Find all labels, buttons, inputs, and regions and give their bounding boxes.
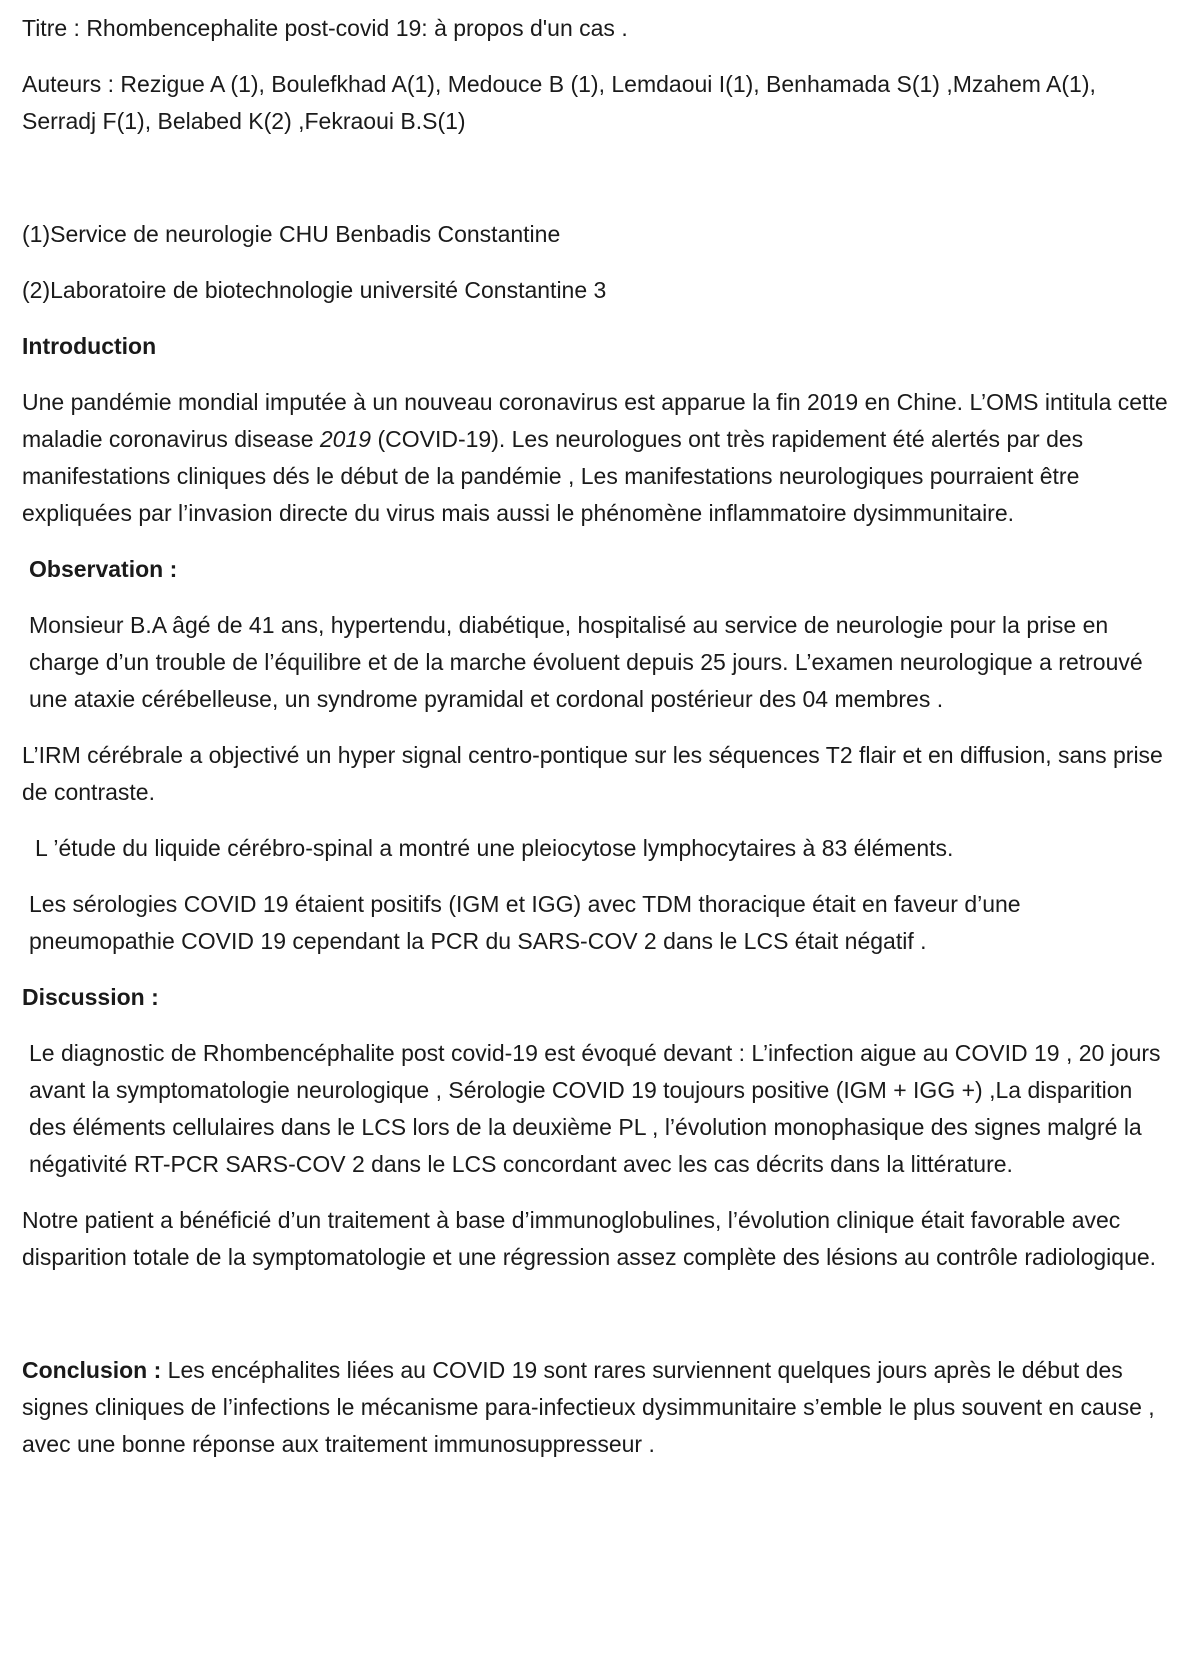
authors-line: Auteurs : Rezigue A (1), Boulefkhad A(1), Medouce B (1), Lemdaoui I(1), Benhamada S(1) ,Mzahem A(1), Serradj F(1), Belabed K(2) ,Fekraoui B.S(1)	[22, 71, 1096, 134]
conclusion-heading: Conclusion :	[22, 1357, 162, 1383]
observation-paragraph-1: Monsieur B.A âgé de 41 ans, hypertendu, diabétique, hospitalisé au service de neurologie pour la prise en charge d’un trouble de l’équilibre et de la marche évoluent depuis 25 jours. L’examen neurologique a retrouvé une ataxie cérébelleuse, un syndrome pyramidal et cordonal postérieur des 04 membres .	[29, 612, 1143, 712]
observation-paragraph-2: L’IRM cérébrale a objectivé un hyper signal centro-pontique sur les séquences T2 flair et en diffusion, sans prise de contraste.	[22, 742, 1163, 805]
introduction-italic-year: 2019	[319, 426, 372, 452]
observation-paragraph-4: Les sérologies COVID 19 étaient positifs (IGM et IGG) avec TDM thoracique était en faveur d’une pneumopathie COVID 19 cependant la PCR du SARS-COV 2 dans le LCS était négatif .	[29, 891, 1021, 954]
observation-paragraph-3: L ’étude du liquide cérébro-spinal a montré une pleiocytose lymphocytaires à 83 éléments.	[35, 835, 954, 861]
affiliation-1: (1)Service de neurologie CHU Benbadis Constantine	[22, 221, 561, 247]
discussion-paragraph-1: Le diagnostic de Rhombencéphalite post covid-19 est évoqué devant : L’infection aigue au COVID 19 , 20 jours avant la symptomatologie neurologique , Sérologie COVID 19 toujours positive (IGM + IGG +) ,La disparition des éléments cellulaires dans le LCS lors de la deuxième PL , l’évolution monophasique des signes malgré la négativité RT-PCR SARS-COV 2 dans le LCS concordant avec les cas décrits dans la littérature.	[29, 1040, 1161, 1177]
conclusion-paragraph	[22, 1352, 1172, 1463]
introduction-text-end: (COVID-19). Les neurologues ont très rapidement été alertés par des manifestations cliniques dés le début de la pandémie , Les manifestations neurologiques pourraient être expliquées par l’invasion directe du virus mais aussi le phénomène inflammatoire dysimmunitaire.	[22, 426, 1084, 526]
document-title: Titre : Rhombencephalite post-covid 19: à propos d'un cas .	[22, 15, 628, 41]
document-page	[22, 10, 1172, 1463]
discussion-paragraph-2: Notre patient a bénéficié d’un traitement à base d’immunoglobulines, l’évolution clinique était favorable avec disparition totale de la symptomatologie et une régression assez complète des lésions au contrôle radiologique.	[22, 1207, 1157, 1270]
conclusion-text: Les encéphalites liées au COVID 19 sont rares surviennent quelques jours après le début des signes cliniques de l’infections le mécanisme para-infectieux dysimmunitaire s’emble le plus souvent en cause , avec une bonne réponse aux traitement immunosuppresseur .	[22, 1357, 1155, 1457]
affiliation-2: (2)Laboratoire de biotechnologie université Constantine 3	[22, 277, 607, 303]
discussion-heading: Discussion :	[22, 984, 159, 1010]
introduction-heading: Introduction	[22, 333, 157, 359]
introduction-text-start: Une pandémie mondial imputée à un nouveau coronavirus est apparue la fin 2019 en Chine. L’OMS intitula cette maladie coronavirus disease	[22, 389, 1168, 452]
introduction-paragraph	[22, 384, 1172, 532]
observation-heading: Observation :	[29, 556, 178, 582]
